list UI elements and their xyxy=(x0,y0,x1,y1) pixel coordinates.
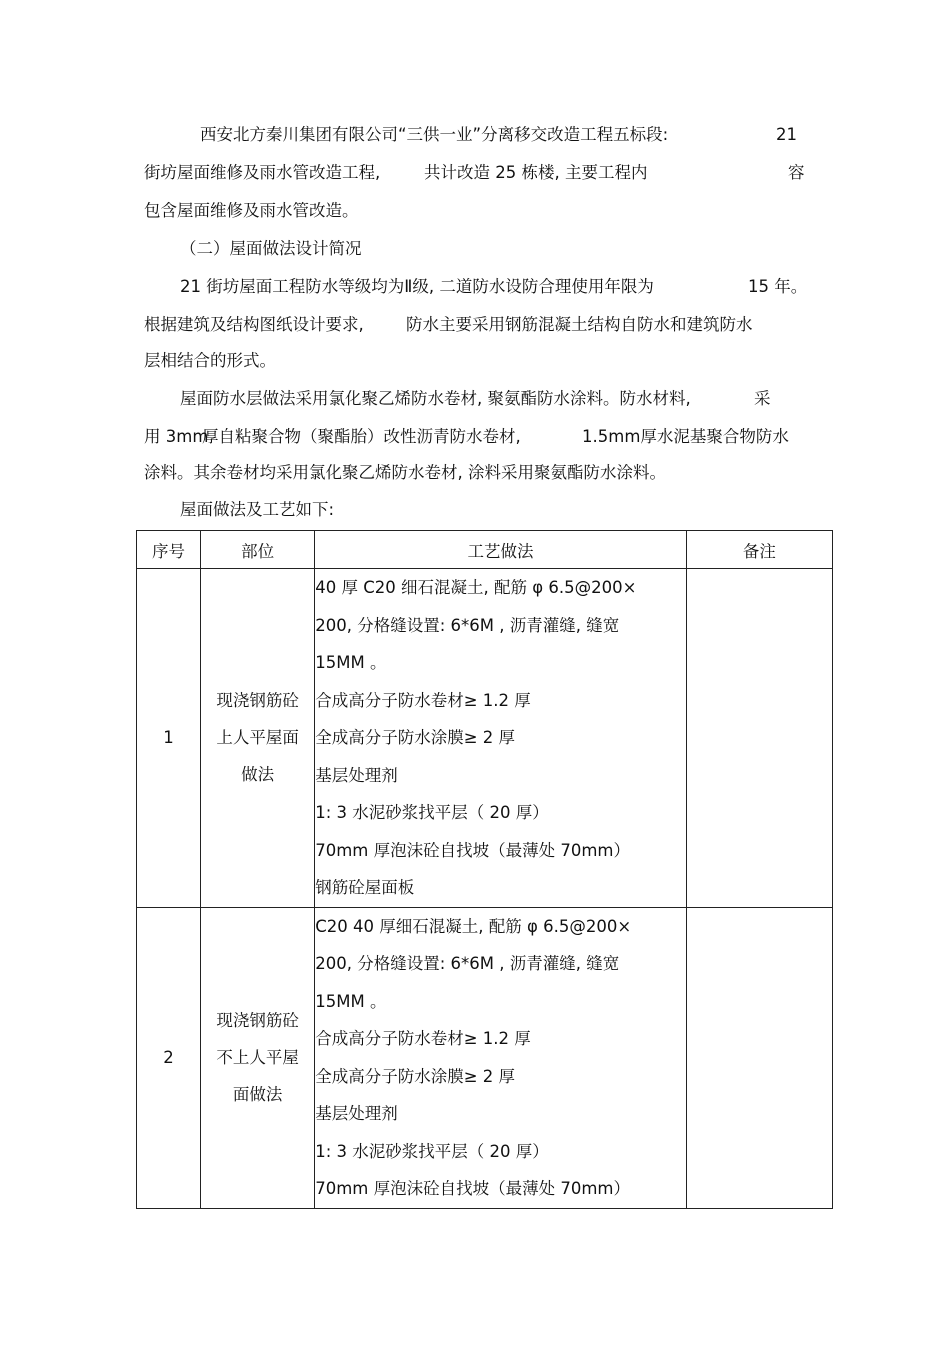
material-text: 1.5mm厚水泥基聚合物防水 xyxy=(582,427,789,446)
process-step: 1: 3 水泥砂浆找平层（ 20 厚） xyxy=(315,803,549,822)
process-step: 基层处理剂 xyxy=(315,1104,398,1123)
table-row xyxy=(137,907,833,1208)
part-line: 不上人平屋 xyxy=(216,1048,299,1067)
design-text: 防水主要采用钢筋混凝土结构自防水和建筑防水 xyxy=(406,315,753,334)
header-part: 部位 xyxy=(201,531,315,569)
material-text: 厚自粘聚合物（聚酯胎）改性沥青防水卷材, xyxy=(202,427,521,446)
process-step: 200, 分格缝设置: 6*6M , 沥青灌缝, 缝宽 xyxy=(315,954,620,973)
material-text: 涂料。其余卷材均采用氯化聚乙烯防水卷材, 涂料采用聚氨酯防水涂料。 xyxy=(144,463,666,482)
row-note xyxy=(686,569,832,908)
part-line: 上人平屋面 xyxy=(216,728,299,748)
process-step: 1: 3 水泥砂浆找平层（ 20 厚） xyxy=(315,1141,549,1161)
intro-text: 容 xyxy=(788,163,805,182)
process-step: 全成高分子防水涂膜≥ 2 厚 xyxy=(315,728,516,747)
intro-text: 西安北方秦川集团有限公司“三供一业”分离移交改造工程五标段: xyxy=(200,125,669,144)
intro-text: 包含屋面维修及雨水管改造。 xyxy=(144,201,359,220)
section-heading: （二）屋面做法设计简况 xyxy=(180,239,362,258)
row-number: 2 xyxy=(137,907,201,1208)
process-step: 钢筋砼屋面板 xyxy=(315,878,415,897)
header-no: 序号 xyxy=(137,531,201,569)
row-number: 1 xyxy=(137,569,201,908)
table-header-row xyxy=(137,531,833,569)
part-line: 现浇钢筋砼 xyxy=(216,691,299,711)
material-text: 用 3mm xyxy=(144,427,209,446)
row-part xyxy=(201,569,315,908)
material-text: 屋面防水层做法采用氯化聚乙烯防水卷材, 聚氨酯防水涂料。防水材料, xyxy=(180,389,691,408)
part-line: 现浇钢筋砼 xyxy=(216,1011,299,1030)
part-line: 做法 xyxy=(241,765,275,785)
process-step: 70mm 厚泡沫砼自找坡（最薄处 70mm） xyxy=(315,1179,631,1198)
process-step: 15MM 。 xyxy=(315,653,387,672)
process-step: 全成高分子防水涂膜≥ 2 厚 xyxy=(315,1066,516,1086)
row-process xyxy=(315,907,687,1208)
design-text: 层相结合的形式。 xyxy=(144,351,276,370)
row-process xyxy=(315,569,687,908)
row-note xyxy=(686,907,832,1208)
process-step: 70mm 厚泡沫砼自找坡（最薄处 70mm） xyxy=(315,840,631,860)
intro-text: 共计改造 25 栋楼, 主要工程内 xyxy=(424,163,648,182)
part-line: 面做法 xyxy=(232,1085,283,1104)
material-text: 采 xyxy=(754,389,771,408)
design-text: 15 年。 xyxy=(748,277,808,296)
process-step: 合成高分子防水卷材≥ 1.2 厚 xyxy=(315,1029,531,1048)
header-process: 工艺做法 xyxy=(315,531,687,569)
design-text: 根据建筑及结构图纸设计要求, xyxy=(144,315,364,334)
process-step: 40 厚 C20 细石混凝土, 配筋 φ 6.5@200× xyxy=(315,578,637,597)
design-text: 21 街坊屋面工程防水等级均为Ⅱ级, 二道防水设防合理使用年限为 xyxy=(180,277,654,296)
table-row xyxy=(137,569,833,908)
process-step: 基层处理剂 xyxy=(315,765,398,785)
table-intro: 屋面做法及工艺如下: xyxy=(180,500,335,519)
process-step: 合成高分子防水卷材≥ 1.2 厚 xyxy=(315,690,531,710)
process-step: C20 40 厚细石混凝土, 配筋 φ 6.5@200× xyxy=(315,916,632,936)
row-part xyxy=(201,907,315,1208)
process-step: 15MM 。 xyxy=(315,991,387,1011)
intro-text: 21 xyxy=(776,125,797,144)
header-note: 备注 xyxy=(686,531,832,569)
process-step: 200, 分格缝设置: 6*6M , 沥青灌缝, 缝宽 xyxy=(315,615,620,635)
intro-text: 街坊屋面维修及雨水管改造工程, xyxy=(144,163,381,182)
roof-process-table xyxy=(136,530,833,1209)
